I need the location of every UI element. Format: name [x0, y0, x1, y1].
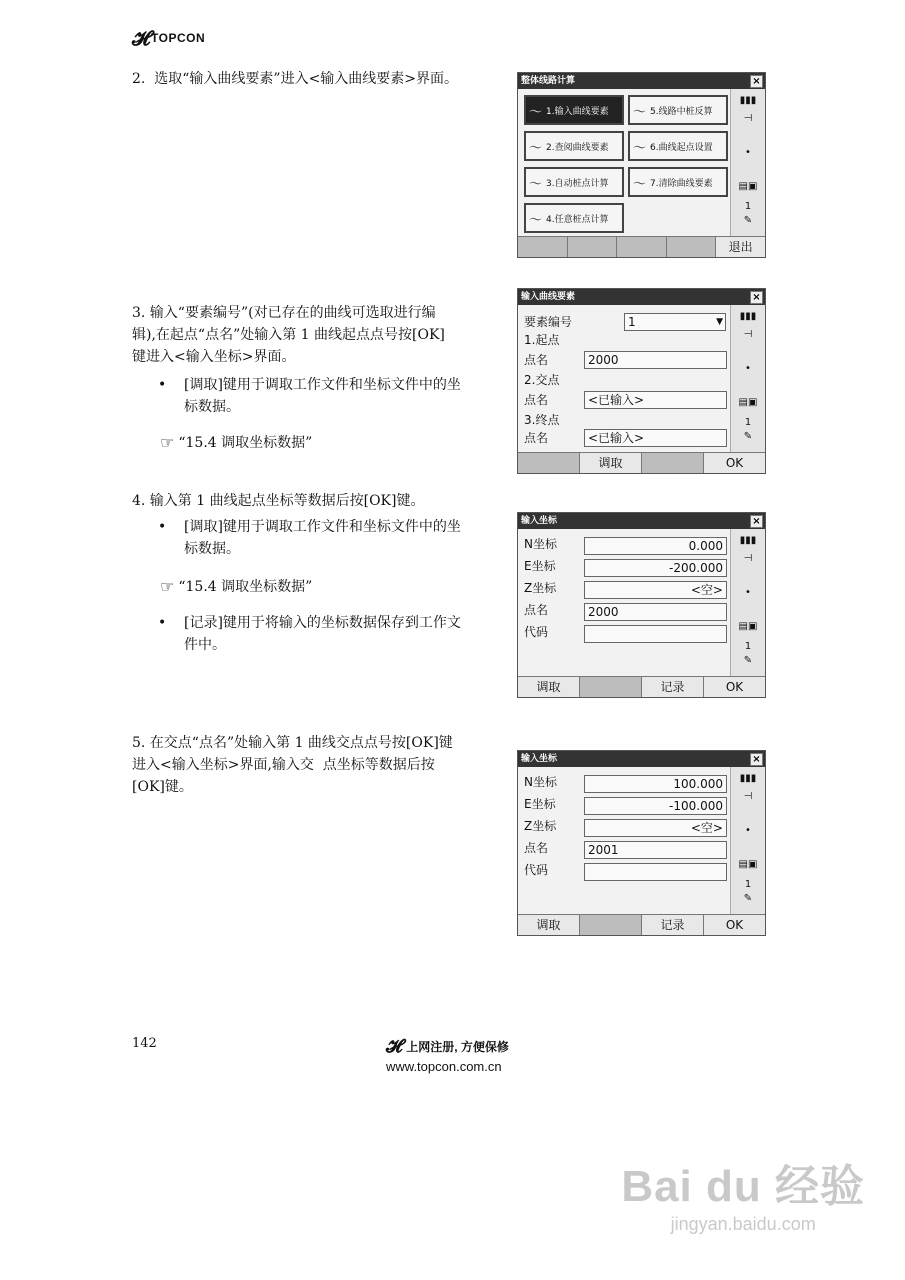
z-coord-label: Z坐标	[524, 819, 557, 833]
menu-item-input-curve[interactable]: 〜 1.输入曲线要素	[524, 95, 624, 125]
e-coord-input[interactable]: -100.000	[584, 797, 727, 815]
recall-button[interactable]: 调取	[518, 915, 580, 935]
menu-item-view-curve[interactable]: 〜 2.查阅曲线要素	[524, 131, 624, 161]
footer-url[interactable]: www.topcon.com.cn	[386, 1059, 502, 1074]
tilt-icon: ⊣	[743, 791, 753, 802]
pen-icon: ✎	[743, 431, 753, 442]
pointing-hand-icon: ☞	[160, 577, 175, 596]
softkey-1[interactable]	[518, 453, 580, 473]
tilt-icon: ⊣	[743, 113, 753, 124]
screen-title: 输入坐标 ×	[518, 513, 765, 529]
cross-section-label: 2.交点	[524, 373, 560, 387]
curve-icon: 〜	[633, 140, 647, 156]
point-name-label: 点名	[524, 841, 549, 855]
softkey-4[interactable]	[667, 237, 717, 257]
one-icon: 1	[744, 201, 752, 212]
element-number-select[interactable]: 1 ▼	[624, 313, 726, 331]
step-5-text: 5. 在交点“点名”处输入第 1 曲线交点点号按[OK]键 进入<输入坐标>界面,输入交 点坐标等数据后按 [OK]键。	[132, 735, 453, 795]
status-bar	[730, 529, 765, 697]
ok-button[interactable]: OK	[704, 677, 765, 697]
step-3-text: 3. 输入“要素编号”(对已存在的曲线可选取进行编 辑),在起点“点名”处输入第 1 曲线起点点号按[OK] 键进入<输入坐标>界面。	[132, 305, 445, 365]
close-icon[interactable]: ×	[750, 291, 763, 304]
curve-icon: 〜	[633, 104, 647, 120]
softkey-3[interactable]	[642, 453, 704, 473]
softkey-bar	[518, 452, 765, 473]
curve-icon: 〜	[529, 140, 543, 156]
point-name-label: 点名	[524, 603, 549, 617]
screen-title: 输入曲线要素 ×	[518, 289, 765, 305]
bullet-dot: •	[158, 377, 167, 393]
pointing-hand-icon: ☞	[160, 433, 175, 452]
pen-icon: ✎	[743, 893, 753, 904]
z-coord-input[interactable]: <空>	[584, 819, 727, 837]
softkey-bar	[518, 236, 765, 257]
step-3-bullet: • [调取]键用于调取工作文件和坐标文件中的坐 标数据。	[158, 374, 461, 418]
start-section-label: 1.起点	[524, 333, 560, 347]
code-label: 代码	[524, 625, 549, 639]
screen-input-coord-start	[517, 512, 766, 698]
tilt-icon: ⊣	[743, 553, 753, 564]
end-name-label: 点名	[524, 431, 549, 445]
element-number-label: 要素编号	[524, 315, 573, 329]
n-coord-input[interactable]: 0.000	[584, 537, 727, 555]
menu-item-curve-start[interactable]: 〜 6.曲线起点设置	[628, 131, 728, 161]
softkey-3[interactable]	[617, 237, 667, 257]
screen-input-coord-cross	[517, 750, 766, 936]
baidu-watermark	[621, 1150, 865, 1235]
curve-icon: 〜	[633, 176, 647, 192]
start-name-label: 点名	[524, 353, 549, 367]
status-bar	[730, 767, 765, 935]
code-input[interactable]	[584, 863, 727, 881]
status-bar	[730, 89, 765, 257]
n-coord-label: N坐标	[524, 775, 557, 789]
cross-name-label: 点名	[524, 393, 549, 407]
watermark-url: jingyan.baidu.com	[670, 1214, 816, 1234]
step-4-reference: ☞ “15.4 调取坐标数据”	[160, 577, 313, 596]
softkey-1[interactable]	[518, 237, 568, 257]
dot-icon: •	[745, 587, 751, 598]
menu-item-auto-stake[interactable]: 〜 3.自动桩点计算	[524, 167, 624, 197]
exit-button[interactable]: 退出	[716, 237, 765, 257]
curve-icon: 〜	[529, 176, 543, 192]
device-icon: ▤▣	[738, 181, 758, 192]
step-4-bullet-1: • [调取]键用于调取工作文件和坐标文件中的坐 标数据。	[158, 516, 461, 560]
device-icon: ▤▣	[738, 621, 758, 632]
watermark-brand: Bai du 经验	[621, 1162, 865, 1211]
screen-title: 输入坐标 ×	[518, 751, 765, 767]
step-4-bullet-2: • [记录]键用于将输入的坐标数据保存到工作文 件中。	[158, 612, 461, 656]
battery-icon: ▮▮▮	[739, 311, 757, 322]
close-icon[interactable]: ×	[750, 75, 763, 88]
bullet-dot: •	[158, 519, 167, 535]
e-coord-label: E坐标	[524, 559, 556, 573]
one-icon: 1	[744, 879, 752, 890]
pen-icon: ✎	[743, 655, 753, 666]
cross-name-input[interactable]: <已输入>	[584, 391, 727, 409]
close-icon[interactable]: ×	[750, 515, 763, 528]
end-name-input[interactable]: <已输入>	[584, 429, 727, 447]
curve-icon: 〜	[529, 212, 543, 228]
battery-icon: ▮▮▮	[739, 535, 757, 546]
recall-button[interactable]: 调取	[580, 453, 642, 473]
screen-title: 整体线路计算 ×	[518, 73, 765, 89]
ok-button[interactable]: OK	[704, 453, 765, 473]
topcon-logo	[132, 26, 205, 50]
topcon-logo-icon: 𝓗	[132, 26, 148, 50]
end-section-label: 3.终点	[524, 413, 560, 427]
ok-button[interactable]: OK	[704, 915, 765, 935]
topcon-logo-text: TOPCON	[151, 31, 206, 45]
softkey-2[interactable]	[580, 677, 642, 697]
z-coord-label: Z坐标	[524, 581, 557, 595]
menu-item-reverse-stake[interactable]: 〜 5.线路中桩反算	[628, 95, 728, 125]
softkey-bar	[518, 914, 765, 935]
footer-slogan-line	[386, 1036, 509, 1057]
menu-item-any-stake[interactable]: 〜 4.任意桩点计算	[524, 203, 624, 233]
e-coord-input[interactable]: -200.000	[584, 559, 727, 577]
z-coord-input[interactable]: <空>	[584, 581, 727, 599]
chevron-down-icon[interactable]: ▼	[716, 317, 723, 327]
one-icon: 1	[744, 417, 752, 428]
battery-icon: ▮▮▮	[739, 95, 757, 106]
step-3-reference: ☞ “15.4 调取坐标数据”	[160, 433, 313, 452]
footer-slogan: 上网注册, 方便保修	[406, 1040, 509, 1054]
softkey-bar	[518, 676, 765, 697]
n-coord-label: N坐标	[524, 537, 557, 551]
curve-icon: 〜	[529, 104, 543, 120]
menu-item-clear-curve[interactable]: 〜 7.清除曲线要素	[628, 167, 728, 197]
tilt-icon: ⊣	[743, 329, 753, 340]
topcon-logo-icon: 𝓗	[386, 1036, 403, 1056]
step-4-text: 4. 输入第 1 曲线起点坐标等数据后按[OK]键。	[132, 493, 425, 509]
dot-icon: •	[745, 147, 751, 158]
n-coord-input[interactable]: 100.000	[584, 775, 727, 793]
status-bar	[730, 305, 765, 473]
record-button[interactable]: 记录	[642, 915, 704, 935]
step-2-text: 2. 选取“输入曲线要素”进入<输入曲线要素>界面。	[132, 71, 459, 87]
bullet-dot: •	[158, 615, 167, 631]
dot-icon: •	[745, 825, 751, 836]
battery-icon: ▮▮▮	[739, 773, 757, 784]
softkey-2[interactable]	[580, 915, 642, 935]
one-icon: 1	[744, 641, 752, 652]
recall-button[interactable]: 调取	[518, 677, 580, 697]
e-coord-label: E坐标	[524, 797, 556, 811]
code-label: 代码	[524, 863, 549, 877]
device-icon: ▤▣	[738, 397, 758, 408]
point-name-input[interactable]: 2001	[584, 841, 727, 859]
dot-icon: •	[745, 363, 751, 374]
close-icon[interactable]: ×	[750, 753, 763, 766]
screen-input-curve	[517, 288, 766, 474]
page-number: 142	[132, 1036, 157, 1051]
footer	[386, 1036, 509, 1074]
device-icon: ▤▣	[738, 859, 758, 870]
pen-icon: ✎	[743, 215, 753, 226]
point-name-input[interactable]: 2000	[584, 603, 727, 621]
screen-route-calc	[517, 72, 766, 258]
softkey-2[interactable]	[568, 237, 618, 257]
code-input[interactable]	[584, 625, 727, 643]
start-name-input[interactable]: 2000	[584, 351, 727, 369]
record-button[interactable]: 记录	[642, 677, 704, 697]
